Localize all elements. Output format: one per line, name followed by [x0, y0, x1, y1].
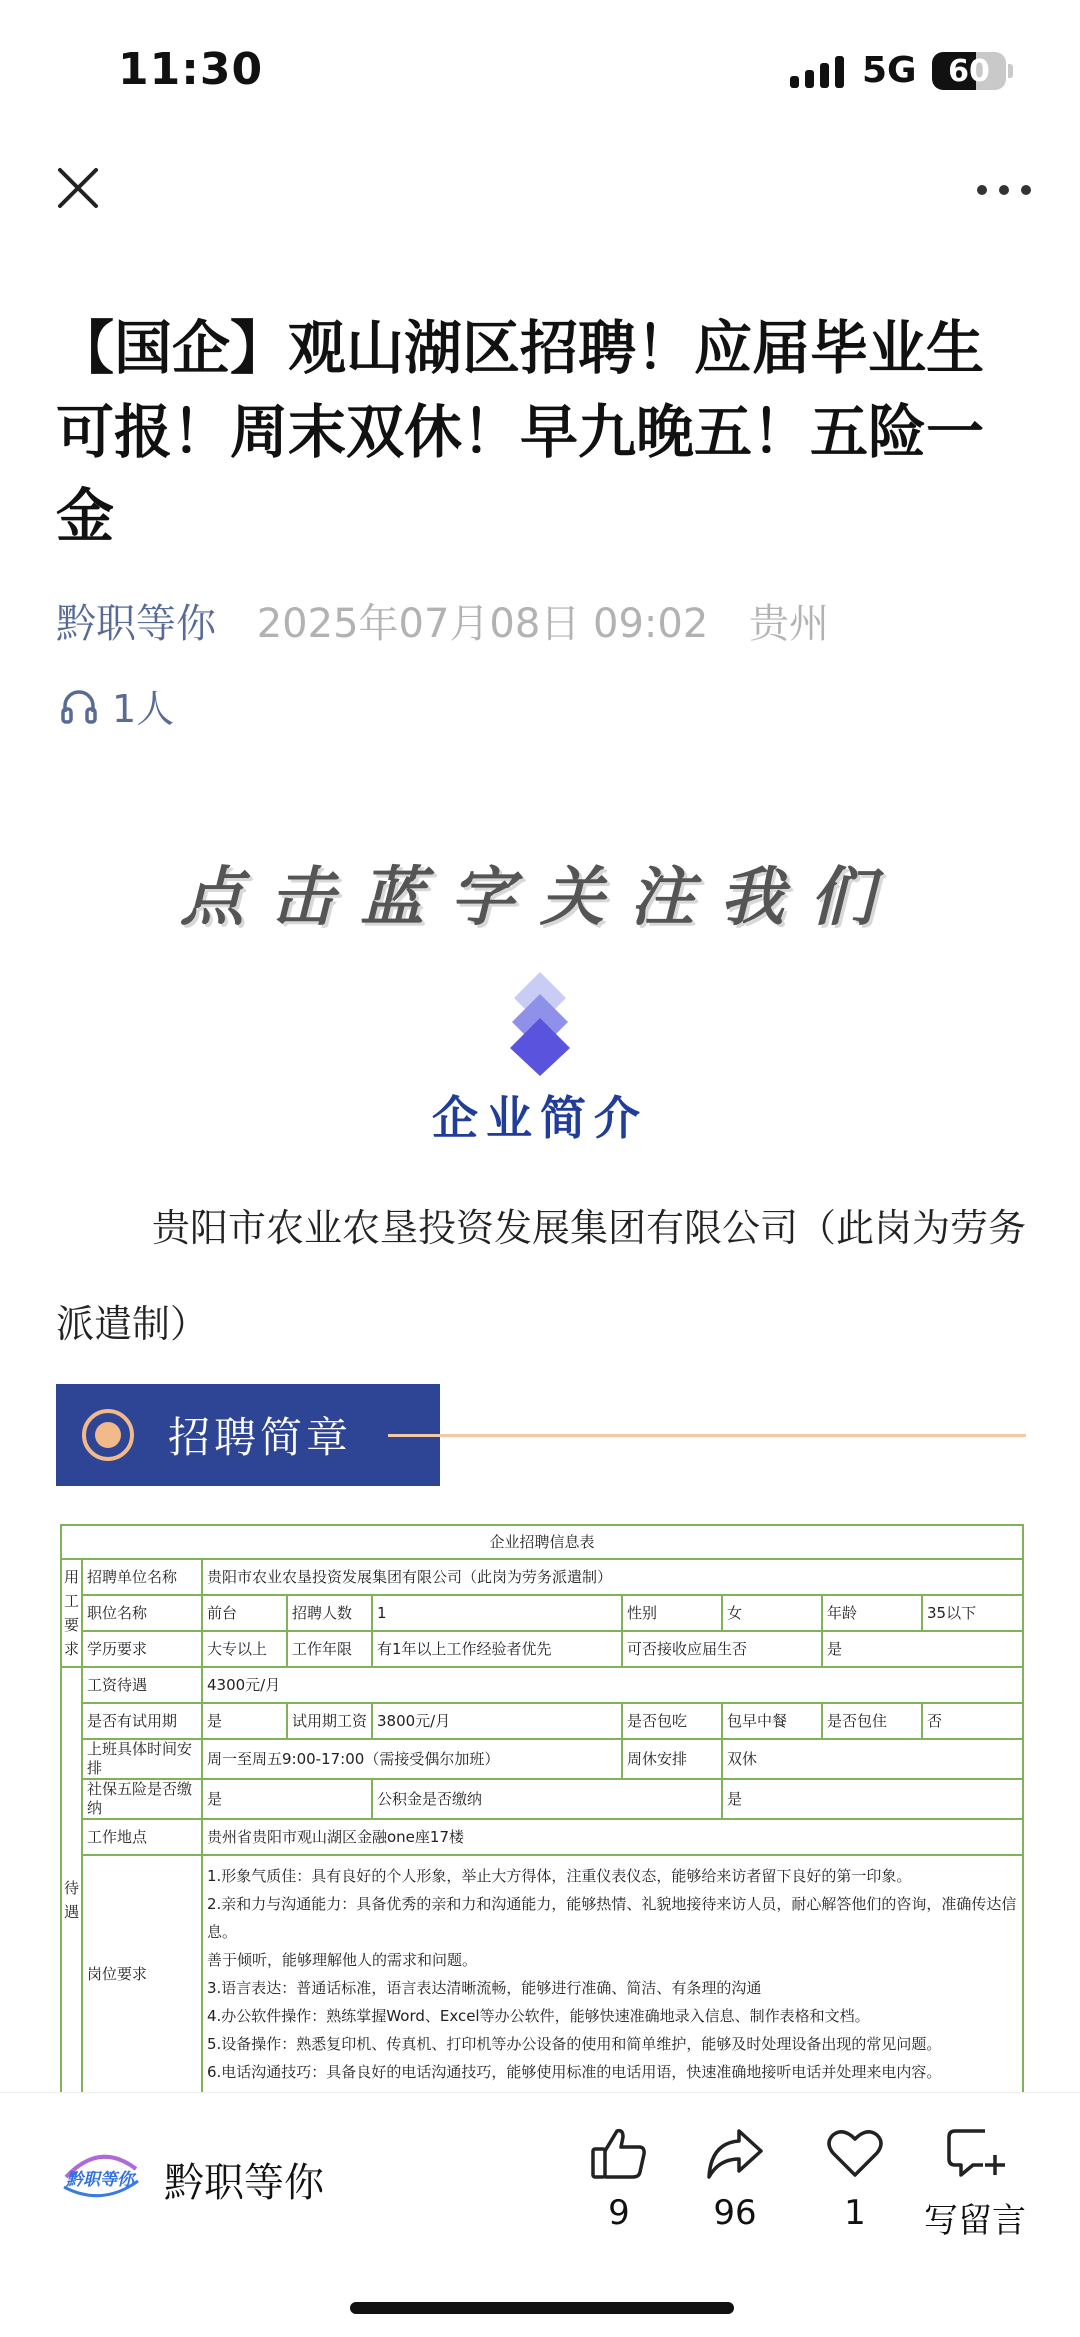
table-cell-label: 可否接收应届生否 [622, 1631, 822, 1667]
table-caption: 企业招聘信息表 [61, 1525, 1023, 1559]
favorite-button[interactable] [800, 2125, 910, 2233]
job-requirements-cell [202, 1855, 1023, 2093]
table-cell-value: 是 [722, 1779, 1023, 1819]
more-button[interactable] [974, 172, 1034, 208]
status-time: 11:30 [118, 44, 264, 95]
table-cell-value: 贵州省贵阳市观山湖区金融one座17楼 [202, 1819, 1023, 1855]
thumbs-up-icon [589, 2125, 649, 2181]
table-cell-label: 性别 [622, 1595, 722, 1631]
heart-icon [825, 2125, 885, 2181]
like-button[interactable] [564, 2125, 674, 2233]
table-cell-value: 包早中餐 [722, 1703, 822, 1739]
recruit-section-header [56, 1384, 440, 1486]
listen-count: 1人 [112, 687, 175, 731]
publish-datetime: 2025年07月08日 09:02 [256, 601, 709, 647]
article-title: 【国企】观山湖区招聘！应届毕业生可报！周末双休！早九晚五！五险一金 [56, 314, 985, 550]
requirement-line: 5.设备操作：熟悉复印机、传真机、打印机等办公设备的使用和简单维护，能够及时处理设备出现的常见问题。 [207, 2035, 942, 2053]
close-button[interactable] [52, 162, 104, 214]
table-cell-value: 是 [822, 1631, 1023, 1667]
table-cell-value: 女 [722, 1595, 822, 1631]
battery-tip [1008, 64, 1013, 78]
write-comment-button[interactable] [920, 2125, 1030, 2242]
table-cell-value: 大专以上 [202, 1631, 287, 1667]
cellular-signal-icon [790, 56, 846, 88]
comment-add-icon [945, 2125, 1005, 2181]
more-icon [974, 172, 1034, 208]
diamond-decoration-icon [508, 972, 572, 1076]
table-cell-label: 公积金是否缴纳 [372, 1779, 722, 1819]
table-cell-label: 周休安排 [622, 1739, 722, 1779]
battery-icon [932, 52, 1006, 90]
table-cell-label: 社保五险是否缴纳 [82, 1779, 202, 1819]
recruitment-info-table [60, 1524, 1024, 2134]
table-cell-label: 职位名称 [82, 1595, 202, 1631]
requirement-line: 6.电话沟通技巧：具备良好的电话沟通技巧，能够使用标准的电话用语，快速准确地接听电话并处理来电内容。 [207, 2063, 942, 2081]
table-cell-label: 工作地点 [82, 1819, 202, 1855]
headphones-icon [60, 688, 98, 724]
requirement-line: 3.语言表达：普通话标准，语言表达清晰流畅，能够进行准确、简洁、有条理的沟通 [207, 1979, 762, 1997]
company-intro-text: 贵阳市农业农垦投资发展集团有限公司（此岗为劳务派遣制） [56, 1206, 1027, 1346]
table-cell-value: 前台 [202, 1595, 287, 1631]
follow-banner: 点击蓝字关注我们 [180, 861, 900, 935]
bottom-action-bar [0, 2092, 1080, 2337]
status-bar [0, 0, 1080, 140]
table-cell-value: 有1年以上工作经验者优先 [372, 1631, 622, 1667]
account-logo-text: 黔职等你 [66, 2170, 134, 2190]
share-icon [705, 2125, 765, 2181]
table-cell-label: 是否包住 [822, 1703, 922, 1739]
author-link[interactable]: 黔职等你 [56, 601, 216, 647]
group-benefits: 待遇 [61, 1667, 82, 2133]
requirement-line: 4.办公软件操作：熟练掌握Word、Excel等办公软件，能够快速准确地录入信息、制作表格和文档。 [207, 2007, 870, 2025]
account-logo-icon[interactable] [60, 2147, 140, 2203]
share-count: 96 [713, 2193, 757, 2233]
table-cell-label: 招聘单位名称 [82, 1559, 202, 1595]
network-type: 5G [862, 50, 917, 91]
target-ring-icon [82, 1409, 134, 1461]
requirement-line: 善于倾听，能够理解他人的需求和问题。 [207, 1951, 478, 1969]
table-cell-label: 试用期工资 [287, 1703, 372, 1739]
table-cell-value: 35以下 [922, 1595, 1023, 1631]
table-cell-label: 上班具体时间安排 [82, 1739, 202, 1779]
table-cell-value: 4300元/月 [202, 1667, 1023, 1703]
account-name[interactable]: 黔职等你 [164, 2160, 324, 2206]
table-cell-value: 贵阳市农业农垦投资发展集团有限公司（此岗为劳务派遣制） [202, 1559, 1023, 1595]
table-cell-label: 岗位要求 [82, 1855, 202, 2093]
close-icon [52, 162, 104, 214]
group-employer-requirements: 用工要求 [61, 1559, 82, 1667]
listen-indicator[interactable] [60, 678, 174, 733]
table-cell-value: 双休 [722, 1739, 1023, 1779]
recruit-divider-line [388, 1434, 1026, 1437]
battery-level: 60 [948, 54, 990, 89]
table-cell-value: 1 [372, 1595, 622, 1631]
table-cell-label: 工资待遇 [82, 1667, 202, 1703]
table-cell-label: 招聘人数 [287, 1595, 372, 1631]
table-cell-value: 3800元/月 [372, 1703, 622, 1739]
write-comment-label: 写留言 [924, 2201, 1026, 2241]
section-title-company-intro: 企业简介 [432, 1091, 648, 1145]
table-cell-value: 否 [922, 1703, 1023, 1739]
table-cell-label: 是否有试用期 [82, 1703, 202, 1739]
requirement-line: 1.形象气质佳：具有良好的个人形象，举止大方得体，注重仪表仪态，能够给来访者留下良好的第一印象。 [207, 1867, 912, 1885]
table-cell-value: 是 [202, 1779, 372, 1819]
recruit-section-label: 招聘简章 [168, 1413, 353, 1462]
table-cell-label: 是否包吃 [622, 1703, 722, 1739]
requirement-line: 2.亲和力与沟通能力：具备优秀的亲和力和沟通能力，能够热情、礼貌地接待来访人员，耐心解答他们的咨询，准确传达信息。 [207, 1895, 1017, 1941]
like-count: 9 [608, 2193, 630, 2233]
table-cell-label: 学历要求 [82, 1631, 202, 1667]
share-button[interactable] [680, 2125, 790, 2233]
table-cell-value: 是 [202, 1703, 287, 1739]
home-indicator[interactable] [350, 2302, 734, 2314]
table-cell-value: 周一至周五9:00-17:00（需接受偶尔加班） [202, 1739, 622, 1779]
favorite-count: 1 [844, 2193, 866, 2233]
table-cell-label: 工作年限 [287, 1631, 372, 1667]
table-cell-label: 年龄 [822, 1595, 922, 1631]
publish-region: 贵州 [749, 601, 830, 647]
article-meta [56, 592, 829, 649]
